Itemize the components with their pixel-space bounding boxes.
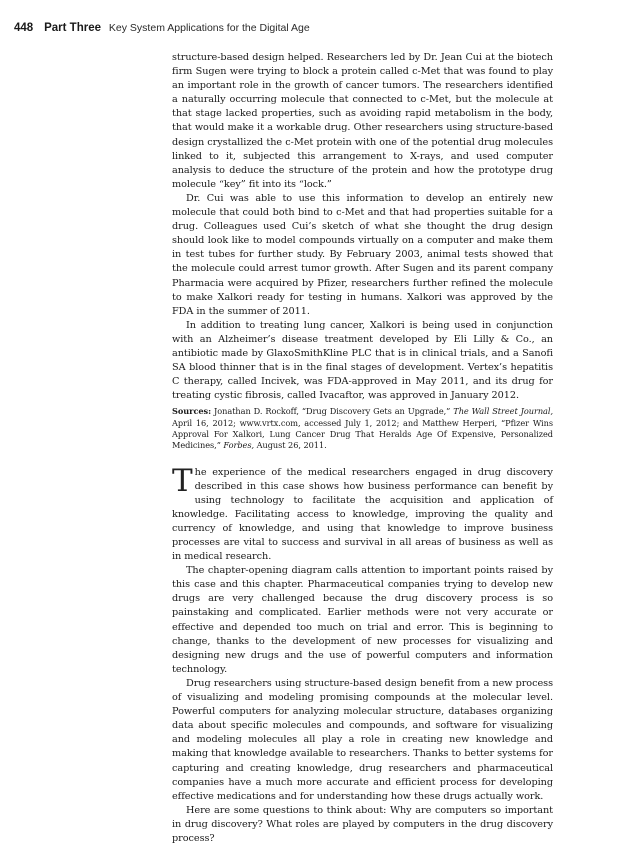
drop-cap: T [172, 462, 193, 499]
case-paragraph: Dr. Cui was able to use this information to develop an entirely new molecule that could both bind to c-Met and that had properties suitable for a drug. Colleagues used Cui’s sketch of what she thought the drug design should look like to model compounds virtually on a computer and make them in test tubes for further study. By February 2003, animal tests showed that the molecule could arrest tumor growth. After Sugen and its parent company Pharmacia were acquired by Pfizer, researchers further refined the molecule to make Xalkori ready for testing in humans. Xalkori was approved by the FDA in the summer of 2011. [172, 192, 553, 317]
part-title: Key System Applications for the Digital Age [108, 22, 310, 34]
running-header [14, 21, 574, 35]
source-citation: August 26, 2011. [256, 440, 327, 451]
source-citation: Jonathan D. Rockoff, “Drug Discovery Gets an Upgrade,” [214, 406, 451, 417]
body-paragraph: he experience of the medical researchers engaged in drug discovery described in this case shows how business performance can benefit by using technology to facilitate the acquisition and application of knowledge. Facilitating access to knowledge, improving the quality and currency of knowledge, and using that knowledge to improve business processes are vital to success and survival in all areas of business as well as in medical research. [172, 466, 553, 563]
case-study [172, 51, 553, 452]
case-sources [172, 406, 553, 451]
page-number: 448 [14, 22, 34, 34]
sources-label: Sources: [172, 406, 212, 417]
source-publication: The Wall Street Journal, [453, 406, 554, 417]
opening-paragraph [172, 462, 553, 565]
case-paragraph: In addition to treating lung cancer, Xalkori is being used in conjunction with an Alzheimer’s disease treatment developed by Eli Lilly & Co., an antibiotic made by GlaxoSmithKline PLC that is in clinical trials, and a Sanofi SA blood thinner that is in the final stages of development. Vertex’s hepatitis C therapy, called Incivek, was FDA-approved in May 2011, and its drug for treating cystic fibrosis, called Ivacaftor, was approved in January 2012. [172, 319, 553, 402]
body-paragraph: Here are some questions to think about: Why are computers so important in drug discovery? What roles are played by computers in the drug discovery process? [172, 804, 553, 844]
chapter-body [172, 462, 553, 846]
body-paragraph: The chapter-opening diagram calls attention to important points raised by this case and this chapter. Pharmaceutical companies trying to develop new drugs are very challenged because the drug discovery process is so painstaking and complicated. Earlier methods were not very accurate or effective and depended too much on trial and error. This is beginning to change, thanks to the development of new processes for visualizing and designing new drugs and the use of powerful computers and information technology. [172, 565, 553, 675]
case-paragraph: structure-based design helped. Researchers led by Dr. Jean Cui at the biotech firm Sugen were trying to block a protein called c-Met that was found to play an important role in the growth of cancer tumors. The researchers identified a naturally occurring molecule that connected to c-Met, but the molecule at that stage lacked properties, such as avoiding rapid metabolism in the body, that would make it a workable drug. Other researchers using structure-based design crystallized the c-Met protein with one of the potential drug molecules linked to it, subjected this arrangement to X-rays, and used computer analysis to deduce the structure of the protein and how the prototype drug molecule “key” fit into its “lock.” [172, 52, 553, 190]
body-paragraph: Drug researchers using structure-based design benefit from a new process of visualizing and modeling promising compounds at the molecular level. Powerful computers for analyzing molecular structure, databases organizing data about specific molecules and compounds, and software for visualizing and modeling molecules all play a role in creating new knowledge and making that knowledge available to researchers. Thanks to better systems for capturing and creating knowledge, drug researchers and pharmaceutical companies have a much more accurate and efficient process for developing effective medications and for understanding how these drugs actually work. [172, 677, 553, 802]
source-publication: Forbes, [223, 440, 255, 451]
part-label: Part Three [44, 22, 101, 34]
source-citation: April 16, 2012; www.vrtx.com, accessed July 1, 2012; and Matthew Herperi, “Pfizer Wins Approval For Xalkori, Lung Cancer Drug That Heralds Age Of Expensive, Personalized Medicines,” [172, 417, 553, 451]
page-content [172, 51, 553, 846]
